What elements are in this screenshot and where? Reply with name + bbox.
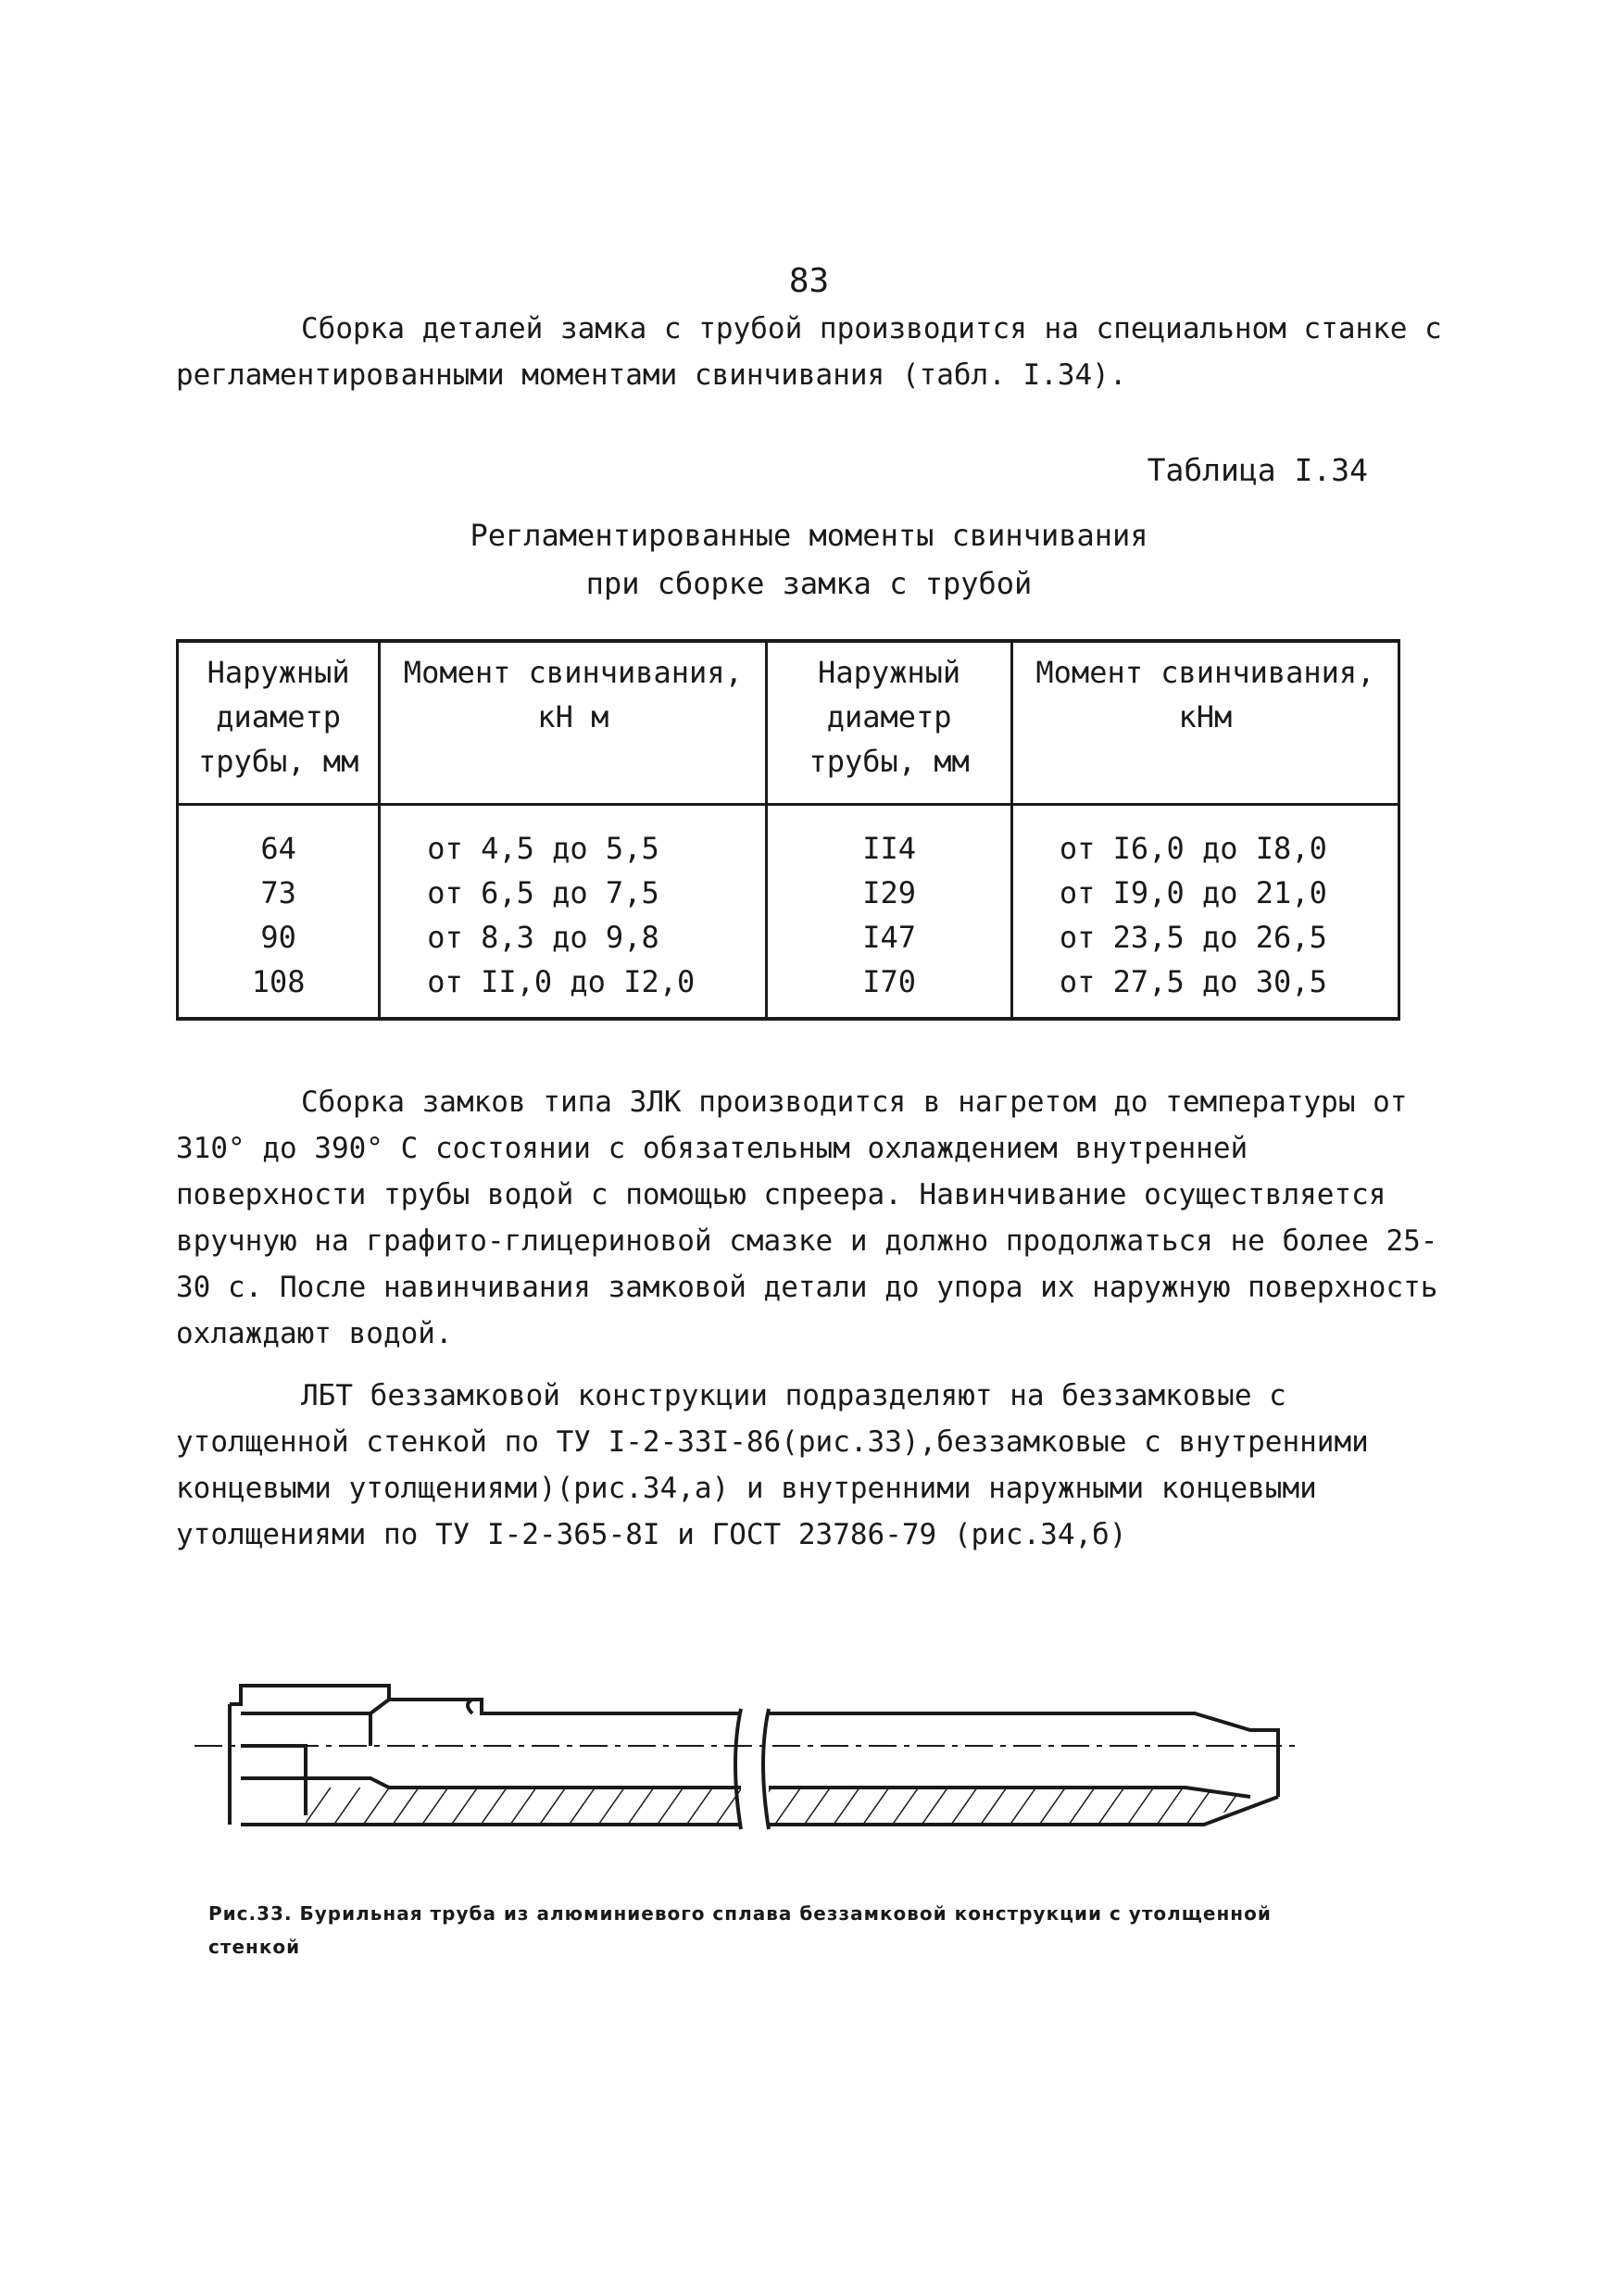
table-row [178, 960, 1399, 1019]
torque-table [176, 639, 1400, 1021]
intro-text: Сборка деталей замка с трубой производится на специальном станке с регламентированными моментами свинчивания (табл. I.34). [176, 312, 1442, 392]
cell-diameter: 73 [178, 871, 380, 915]
body-text-1: Сборка замков типа ЗЛК производится в нагретом до температуры от 310° до 390° С состоянии с обязательным охлаждением внутренней поверхности трубы водой с помощью спреера. Навинчивание осуществляется вручную на графито-глицериновой смазке и должно продолжаться не более 25-30 с. После навинчивания замковой детали до упора их наружную поверхность охлаждают водой. [176, 1085, 1438, 1350]
header-torque-2: Момент свинчивания, кНм [1011, 641, 1399, 805]
cell-diameter: 64 [178, 805, 380, 872]
table-caption-line2: при сборке замка с трубой [585, 566, 1033, 601]
page-number: 83 [788, 262, 830, 300]
header-outer-diameter-1: Наружный диаметр трубы, мм [178, 641, 380, 805]
body-paragraph-1 [176, 1079, 1445, 1357]
cell-torque: от II,0 до I2,0 [380, 960, 767, 1019]
cell-diameter: I47 [767, 915, 1011, 960]
cell-torque: от 6,5 до 7,5 [380, 871, 767, 915]
table-caption [0, 511, 1618, 608]
table-row [178, 915, 1399, 960]
intro-paragraph [176, 306, 1445, 398]
cell-torque: от 23,5 до 26,5 [1011, 915, 1399, 960]
figure-caption: Рис.33. Бурильная труба из алюминиевого сплава беззамковой конструкции с утолщенной стенкой [208, 1902, 1272, 1958]
cell-diameter: I29 [767, 871, 1011, 915]
table-row [178, 871, 1399, 915]
table-caption-line1: Регламентированные моменты свинчивания [470, 518, 1148, 553]
cell-diameter: 90 [178, 915, 380, 960]
table-row [178, 805, 1399, 872]
cell-diameter: II4 [767, 805, 1011, 872]
body-text-2: ЛБТ беззамковой конструкции подразделяют на беззамковые с утолщенной стенкой по ТУ I-2-33I-86(рис.33),беззамковые с внутренними концевыми утолщениями)(рис.34,а) и внутренними наружными концевыми утолщениями по ТУ I-2-365-8I и ГОСТ 23786-79 (рис.34,б) [176, 1379, 1369, 1551]
cell-torque: от 8,3 до 9,8 [380, 915, 767, 960]
cell-torque: от 27,5 до 30,5 [1011, 960, 1399, 1019]
body-paragraph-2 [176, 1373, 1445, 1558]
table-label: Таблица I.34 [1147, 452, 1368, 488]
header-torque-1: Момент свинчивания, кН м [380, 641, 767, 805]
drill-pipe-drawing [185, 1658, 1297, 1843]
cell-torque: от I9,0 до 21,0 [1011, 871, 1399, 915]
cell-diameter: I70 [767, 960, 1011, 1019]
header-outer-diameter-2: Наружный диаметр трубы, мм [767, 641, 1011, 805]
cell-diameter: 108 [178, 960, 380, 1019]
table-header-row [178, 641, 1399, 805]
cell-torque: от I6,0 до I8,0 [1011, 805, 1399, 872]
cell-torque: от 4,5 до 5,5 [380, 805, 767, 872]
